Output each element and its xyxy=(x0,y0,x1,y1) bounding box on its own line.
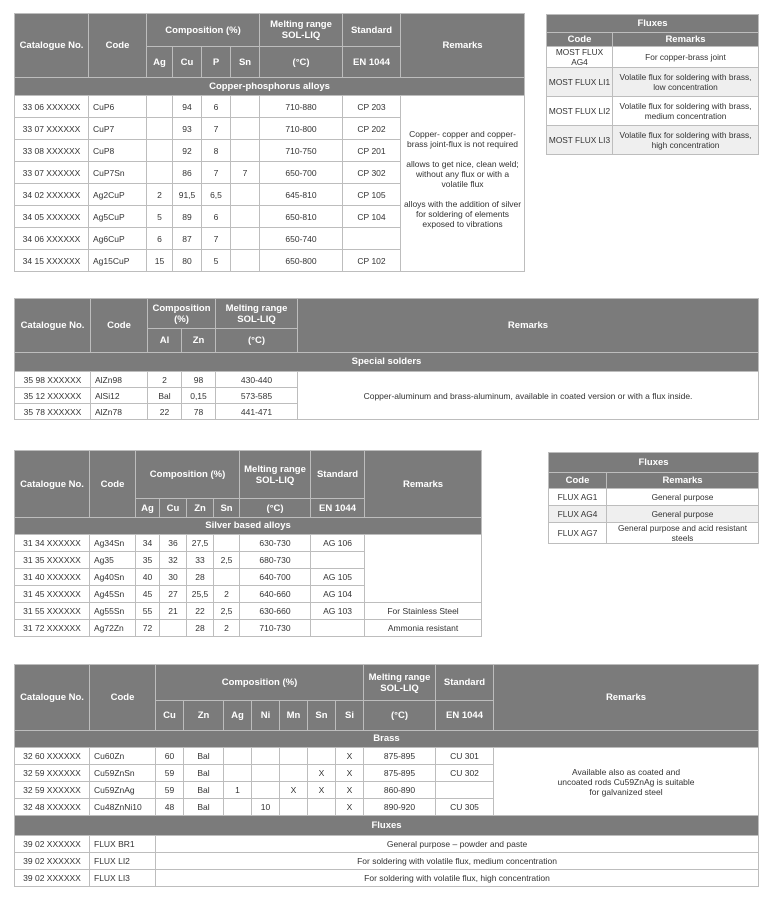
catalogue-cell: 32 60 XXXXXX xyxy=(15,748,90,765)
value-cell: CU 305 xyxy=(436,799,494,816)
value-cell: 59 xyxy=(156,765,184,782)
flux-description-cell: General purpose – powder and paste xyxy=(156,836,759,853)
flux-description-cell: For soldering with volatile flux, medium concentration xyxy=(156,853,759,870)
value-cell xyxy=(231,228,260,250)
value-cell: 25,5 xyxy=(187,586,214,603)
hdr-sn: Sn xyxy=(308,701,336,731)
hdr-zn: Zn xyxy=(182,329,216,353)
table-row xyxy=(547,126,759,155)
value-cell: 7 xyxy=(202,162,231,184)
value-cell xyxy=(147,162,173,184)
value-cell: 86 xyxy=(173,162,202,184)
hdr-melting-unit: (°C) xyxy=(240,499,311,518)
code-cell: Ag45Sn xyxy=(90,586,136,603)
hdr-remarks: Remarks xyxy=(401,14,525,78)
code-cell: FLUX LI2 xyxy=(90,853,156,870)
code-cell: CuP6 xyxy=(89,96,147,118)
flux-remark-cell: General purpose xyxy=(607,506,759,523)
hdr-composition: Composition (%) xyxy=(156,665,364,701)
table-row xyxy=(15,586,482,603)
value-cell: 5 xyxy=(202,250,231,272)
value-cell: 7 xyxy=(231,162,260,184)
table-row xyxy=(15,603,482,620)
value-cell: 650-700 xyxy=(260,162,343,184)
special-solders-table xyxy=(14,298,759,420)
value-cell xyxy=(214,535,240,552)
hdr-ag: Ag xyxy=(147,47,173,78)
value-cell: 7 xyxy=(202,228,231,250)
value-cell xyxy=(252,765,280,782)
remark-line: allows to get nice, clean weld; without any flux or with a volatile flux xyxy=(406,158,519,189)
value-cell: 630-660 xyxy=(240,603,311,620)
value-cell: 650-800 xyxy=(260,250,343,272)
hdr-melting: Melting range SOL-LIQ xyxy=(260,14,343,47)
remarks-cell xyxy=(365,569,482,586)
remarks-cell: Available also as coated and uncoated rods Cu59ZnAg is suitable for galvanized steel xyxy=(494,748,759,816)
hdr-code: Code xyxy=(90,451,136,518)
value-cell: CU 302 xyxy=(436,765,494,782)
catalogue-cell: 39 02 XXXXXX xyxy=(15,836,90,853)
table-row xyxy=(15,569,482,586)
hdr-standard: Standard xyxy=(436,665,494,701)
value-cell xyxy=(160,620,187,637)
code-cell: Ag15CuP xyxy=(89,250,147,272)
value-cell: Bal xyxy=(184,782,224,799)
value-cell: 2 xyxy=(147,184,173,206)
value-cell: Bal xyxy=(184,799,224,816)
value-cell: 860-890 xyxy=(364,782,436,799)
table-row xyxy=(547,68,759,97)
catalogue-cell: 34 05 XXXXXX xyxy=(15,206,89,228)
hdr-melting: Melting range SOL-LIQ xyxy=(216,299,298,329)
value-cell: 875-895 xyxy=(364,748,436,765)
value-cell: AG 104 xyxy=(311,586,365,603)
fluxes-title: Fluxes xyxy=(549,453,759,473)
hdr-remarks: Remarks xyxy=(298,299,759,353)
value-cell xyxy=(308,799,336,816)
hdr-composition: Composition (%) xyxy=(136,451,240,499)
hdr-code: Code xyxy=(91,299,148,353)
hdr-code: Code xyxy=(89,14,147,78)
table-row xyxy=(15,620,482,637)
value-cell: 27 xyxy=(160,586,187,603)
value-cell: X xyxy=(308,782,336,799)
table-row xyxy=(549,506,759,523)
value-cell: CP 104 xyxy=(343,206,401,228)
value-cell: 710-800 xyxy=(260,118,343,140)
hdr-si: Si xyxy=(336,701,364,731)
value-cell: AG 103 xyxy=(311,603,365,620)
value-cell: 28 xyxy=(187,569,214,586)
value-cell: 91,5 xyxy=(173,184,202,206)
catalogue-cell: 34 15 XXXXXX xyxy=(15,250,89,272)
value-cell: 34 xyxy=(136,535,160,552)
flux-code-cell: MOST FLUX AG4 xyxy=(547,47,613,68)
section-title: Copper-phosphorus alloys xyxy=(15,78,525,96)
value-cell: 6,5 xyxy=(202,184,231,206)
code-cell: CuP7Sn xyxy=(89,162,147,184)
value-cell: 35 xyxy=(136,552,160,569)
flux-code-cell: MOST FLUX LI3 xyxy=(547,126,613,155)
value-cell: CP 203 xyxy=(343,96,401,118)
hdr-standard-sub: EN 1044 xyxy=(311,499,365,518)
hdr-ag: Ag xyxy=(224,701,252,731)
value-cell xyxy=(231,184,260,206)
code-cell: Cu59ZnAg xyxy=(90,782,156,799)
table-row xyxy=(15,552,482,569)
table-row xyxy=(549,523,759,544)
catalogue-cell: 35 12 XXXXXX xyxy=(15,388,91,404)
value-cell xyxy=(224,748,252,765)
flux-description-cell: For soldering with volatile flux, high concentration xyxy=(156,870,759,887)
hdr-composition: Composition (%) xyxy=(148,299,216,329)
value-cell xyxy=(252,748,280,765)
value-cell: 2 xyxy=(214,620,240,637)
code-cell: Ag34Sn xyxy=(90,535,136,552)
value-cell: CP 202 xyxy=(343,118,401,140)
value-cell xyxy=(214,569,240,586)
value-cell: X xyxy=(336,748,364,765)
table-row xyxy=(15,96,525,118)
code-cell: Ag5CuP xyxy=(89,206,147,228)
section-title: Special solders xyxy=(15,353,759,372)
remarks-cell: For Stainless Steel xyxy=(365,603,482,620)
flux-remark-cell: Volatile flux for soldering with brass, medium concentration xyxy=(613,97,759,126)
copper-phosphorus-table xyxy=(14,13,525,272)
code-cell: Cu59ZnSn xyxy=(90,765,156,782)
silver-alloys-table xyxy=(14,450,482,637)
value-cell: 87 xyxy=(173,228,202,250)
value-cell: 30 xyxy=(160,569,187,586)
hdr-catalogue: Catalogue No. xyxy=(15,451,90,518)
flux-code-cell: MOST FLUX LI1 xyxy=(547,68,613,97)
value-cell: 0,15 xyxy=(182,388,216,404)
table-row xyxy=(15,535,482,552)
hdr-sn: Sn xyxy=(231,47,260,78)
catalogue-cell: 33 07 XXXXXX xyxy=(15,118,89,140)
hdr-standard: Standard xyxy=(343,14,401,47)
value-cell: 98 xyxy=(182,372,216,388)
table-row xyxy=(15,853,759,870)
hdr-melting: Melting range SOL-LIQ xyxy=(240,451,311,499)
catalogue-cell: 39 02 XXXXXX xyxy=(15,870,90,887)
hdr-cu: Cu xyxy=(156,701,184,731)
value-cell: Bal xyxy=(184,765,224,782)
value-cell: 94 xyxy=(173,96,202,118)
hdr-standard: Standard xyxy=(311,451,365,499)
code-cell: Ag40Sn xyxy=(90,569,136,586)
value-cell: AG 106 xyxy=(311,535,365,552)
value-cell: CU 301 xyxy=(436,748,494,765)
value-cell: 48 xyxy=(156,799,184,816)
table-row xyxy=(547,97,759,126)
value-cell: 645-810 xyxy=(260,184,343,206)
hdr-al: Al xyxy=(148,329,182,353)
value-cell: 710-750 xyxy=(260,140,343,162)
value-cell: 59 xyxy=(156,782,184,799)
value-cell: 78 xyxy=(182,404,216,420)
flux-code-cell: FLUX AG1 xyxy=(549,489,607,506)
value-cell xyxy=(311,620,365,637)
value-cell: 6 xyxy=(202,206,231,228)
value-cell: 6 xyxy=(147,228,173,250)
value-cell: 15 xyxy=(147,250,173,272)
value-cell: 2,5 xyxy=(214,552,240,569)
value-cell: 60 xyxy=(156,748,184,765)
value-cell: X xyxy=(308,765,336,782)
value-cell: CP 302 xyxy=(343,162,401,184)
value-cell xyxy=(231,140,260,162)
catalogue-cell: 31 35 XXXXXX xyxy=(15,552,90,569)
catalogue-cell: 32 59 XXXXXX xyxy=(15,782,90,799)
flux-code-cell: FLUX AG4 xyxy=(549,506,607,523)
hdr-remarks: Remarks xyxy=(607,473,759,489)
value-cell xyxy=(252,782,280,799)
value-cell: 650-740 xyxy=(260,228,343,250)
hdr-melting: Melting range SOL-LIQ xyxy=(364,665,436,701)
value-cell: AG 105 xyxy=(311,569,365,586)
fluxes-table-1 xyxy=(546,14,759,155)
value-cell: 640-660 xyxy=(240,586,311,603)
code-cell: Ag6CuP xyxy=(89,228,147,250)
remarks-cell: Copper-aluminum and brass-aluminum, available in coated version or with a flux inside. xyxy=(298,372,759,420)
code-cell: AlZn98 xyxy=(91,372,148,388)
catalogue-cell: 35 78 XXXXXX xyxy=(15,404,91,420)
value-cell: 680-730 xyxy=(240,552,311,569)
value-cell xyxy=(311,552,365,569)
catalogue-cell: 31 34 XXXXXX xyxy=(15,535,90,552)
value-cell: 92 xyxy=(173,140,202,162)
catalogue-cell: 31 55 XXXXXX xyxy=(15,603,90,620)
value-cell: 93 xyxy=(173,118,202,140)
hdr-cu: Cu xyxy=(160,499,187,518)
hdr-code: Code xyxy=(90,665,156,731)
value-cell: 7 xyxy=(202,118,231,140)
value-cell: 630-730 xyxy=(240,535,311,552)
value-cell: 710-730 xyxy=(240,620,311,637)
value-cell: 5 xyxy=(147,206,173,228)
table-row xyxy=(547,47,759,68)
flux-section-title: Fluxes xyxy=(15,816,759,836)
value-cell: 45 xyxy=(136,586,160,603)
hdr-catalogue: Catalogue No. xyxy=(15,14,89,78)
remarks-cell xyxy=(365,586,482,603)
fluxes-title: Fluxes xyxy=(547,15,759,33)
value-cell: X xyxy=(336,765,364,782)
remarks-cell xyxy=(365,535,482,552)
value-cell: Bal xyxy=(184,748,224,765)
hdr-remarks: Remarks xyxy=(365,451,482,518)
value-cell xyxy=(436,782,494,799)
table-row xyxy=(15,372,759,388)
value-cell: CP 105 xyxy=(343,184,401,206)
code-cell: CuP7 xyxy=(89,118,147,140)
value-cell xyxy=(147,140,173,162)
hdr-catalogue: Catalogue No. xyxy=(15,665,90,731)
hdr-sn: Sn xyxy=(214,499,240,518)
value-cell: 80 xyxy=(173,250,202,272)
value-cell xyxy=(343,228,401,250)
catalogue-cell: 34 06 XXXXXX xyxy=(15,228,89,250)
value-cell: 6 xyxy=(202,96,231,118)
value-cell: 710-880 xyxy=(260,96,343,118)
value-cell: 21 xyxy=(160,603,187,620)
value-cell: 1 xyxy=(224,782,252,799)
value-cell xyxy=(224,799,252,816)
hdr-code: Code xyxy=(549,473,607,489)
code-cell: AlZn78 xyxy=(91,404,148,420)
flux-remark-cell: General purpose and acid resistant steels xyxy=(607,523,759,544)
value-cell: 640-700 xyxy=(240,569,311,586)
value-cell: 33 xyxy=(187,552,214,569)
catalogue-cell: 32 48 XXXXXX xyxy=(15,799,90,816)
hdr-melting-unit: (°C) xyxy=(260,47,343,78)
code-cell: FLUX BR1 xyxy=(90,836,156,853)
section-title: Brass xyxy=(15,731,759,748)
catalogue-cell: 34 02 XXXXXX xyxy=(15,184,89,206)
hdr-standard-sub: EN 1044 xyxy=(343,47,401,78)
value-cell: 36 xyxy=(160,535,187,552)
value-cell: 27,5 xyxy=(187,535,214,552)
value-cell: Bal xyxy=(148,388,182,404)
value-cell xyxy=(280,748,308,765)
flux-remark-cell: For copper-brass joint xyxy=(613,47,759,68)
value-cell: X xyxy=(280,782,308,799)
value-cell: 55 xyxy=(136,603,160,620)
code-cell: Ag55Sn xyxy=(90,603,136,620)
value-cell: 32 xyxy=(160,552,187,569)
catalogue-cell: 31 45 XXXXXX xyxy=(15,586,90,603)
hdr-code: Code xyxy=(547,33,613,47)
hdr-zn: Zn xyxy=(187,499,214,518)
flux-remark-cell: General purpose xyxy=(607,489,759,506)
value-cell xyxy=(147,118,173,140)
value-cell: 28 xyxy=(187,620,214,637)
hdr-ag: Ag xyxy=(136,499,160,518)
remarks-cell xyxy=(365,552,482,569)
value-cell: 2,5 xyxy=(214,603,240,620)
value-cell: CP 102 xyxy=(343,250,401,272)
table-row xyxy=(549,489,759,506)
value-cell xyxy=(224,765,252,782)
table-row xyxy=(15,836,759,853)
hdr-catalogue: Catalogue No. xyxy=(15,299,91,353)
value-cell: 72 xyxy=(136,620,160,637)
value-cell: 89 xyxy=(173,206,202,228)
table-row xyxy=(15,748,759,765)
code-cell: Ag35 xyxy=(90,552,136,569)
value-cell: 40 xyxy=(136,569,160,586)
hdr-remarks: Remarks xyxy=(613,33,759,47)
value-cell: 441-471 xyxy=(216,404,298,420)
catalogue-cell: 32 59 XXXXXX xyxy=(15,765,90,782)
remark-line: Copper- copper and copper-brass joint-flux is not required xyxy=(407,128,519,149)
remarks-cell: Ammonia resistant xyxy=(365,620,482,637)
value-cell xyxy=(231,250,260,272)
hdr-p: P xyxy=(202,47,231,78)
catalogue-cell: 31 72 XXXXXX xyxy=(15,620,90,637)
value-cell: CP 201 xyxy=(343,140,401,162)
hdr-melting-unit: (°C) xyxy=(216,329,298,353)
catalogue-cell: 35 98 XXXXXX xyxy=(15,372,91,388)
hdr-melting-unit: (°C) xyxy=(364,701,436,731)
value-cell: 22 xyxy=(148,404,182,420)
hdr-zn: Zn xyxy=(184,701,224,731)
section-title: Silver based alloys xyxy=(15,518,482,535)
hdr-ni: Ni xyxy=(252,701,280,731)
catalogue-cell: 31 40 XXXXXX xyxy=(15,569,90,586)
value-cell: 2 xyxy=(214,586,240,603)
value-cell xyxy=(308,748,336,765)
code-cell: Ag2CuP xyxy=(89,184,147,206)
value-cell: 890-920 xyxy=(364,799,436,816)
value-cell xyxy=(231,206,260,228)
flux-code-cell: FLUX AG7 xyxy=(549,523,607,544)
code-cell: Cu48ZnNi10 xyxy=(90,799,156,816)
value-cell xyxy=(280,765,308,782)
flux-remark-cell: Volatile flux for soldering with brass, low concentration xyxy=(613,68,759,97)
value-cell xyxy=(231,118,260,140)
catalogue-cell: 33 08 XXXXXX xyxy=(15,140,89,162)
hdr-remarks: Remarks xyxy=(494,665,759,731)
value-cell: 875-895 xyxy=(364,765,436,782)
fluxes-table-2 xyxy=(548,452,759,544)
catalogue-cell: 33 06 XXXXXX xyxy=(15,96,89,118)
code-cell: Cu60Zn xyxy=(90,748,156,765)
remarks-cell xyxy=(401,96,525,272)
value-cell: 8 xyxy=(202,140,231,162)
value-cell: 22 xyxy=(187,603,214,620)
brass-table xyxy=(14,664,759,887)
flux-code-cell: MOST FLUX LI2 xyxy=(547,97,613,126)
flux-remark-cell: Volatile flux for soldering with brass, high concentration xyxy=(613,126,759,155)
code-cell: CuP8 xyxy=(89,140,147,162)
catalogue-cell: 39 02 XXXXXX xyxy=(15,853,90,870)
value-cell: 573-585 xyxy=(216,388,298,404)
value-cell: X xyxy=(336,782,364,799)
catalogue-cell: 33 07 XXXXXX xyxy=(15,162,89,184)
value-cell: 10 xyxy=(252,799,280,816)
value-cell xyxy=(147,96,173,118)
value-cell: 650-810 xyxy=(260,206,343,228)
hdr-cu: Cu xyxy=(173,47,202,78)
value-cell xyxy=(231,96,260,118)
code-cell: FLUX LI3 xyxy=(90,870,156,887)
hdr-mn: Mn xyxy=(280,701,308,731)
hdr-standard-sub: EN 1044 xyxy=(436,701,494,731)
value-cell: X xyxy=(336,799,364,816)
value-cell: 430-440 xyxy=(216,372,298,388)
remark-line: alloys with the addition of silver for soldering of elements exposed to vibrations xyxy=(403,198,522,229)
table-row xyxy=(15,870,759,887)
value-cell: 2 xyxy=(148,372,182,388)
value-cell xyxy=(280,799,308,816)
hdr-composition: Composition (%) xyxy=(147,14,260,47)
code-cell: Ag72Zn xyxy=(90,620,136,637)
code-cell: AlSi12 xyxy=(91,388,148,404)
